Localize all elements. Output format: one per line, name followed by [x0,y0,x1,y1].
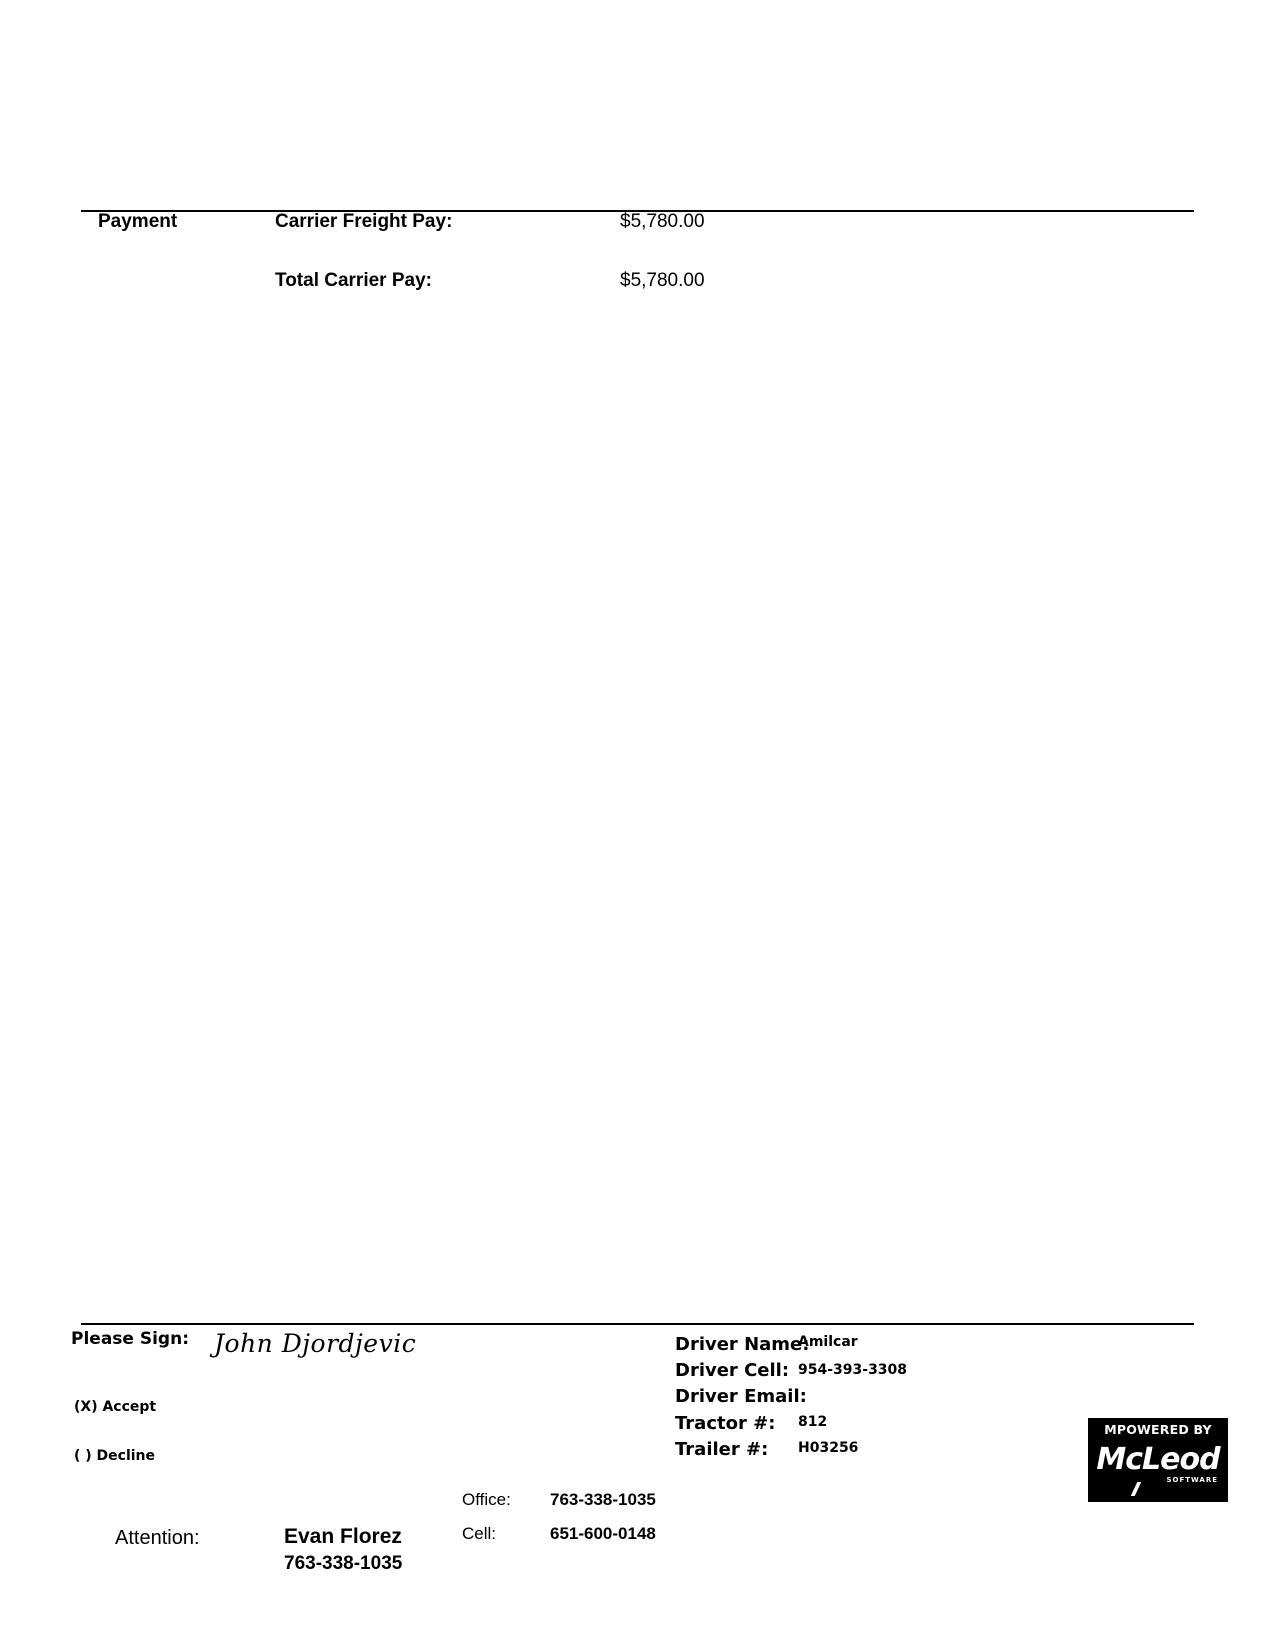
decline-option[interactable]: ( ) Decline [74,1448,156,1464]
cell-phone: 651-600-0148 [550,1524,656,1543]
attention-label: Attention: [115,1527,200,1549]
tractor-value: 812 [798,1414,828,1430]
driver-email-label: Driver Email: [675,1386,807,1407]
attention-name: Evan Florez [284,1525,402,1548]
payment-section-label: Payment [98,211,178,232]
logo-tagline: MPOWERED BY [1104,1422,1212,1437]
carrier-freight-pay-label: Carrier Freight Pay: [275,211,453,232]
total-carrier-pay-value: $5,780.00 [620,270,705,291]
handwritten-signature: John Djordjevic [214,1329,417,1358]
carrier-freight-pay-value: $5,780.00 [620,211,705,232]
driver-cell-label: Driver Cell: [675,1360,790,1381]
logo-slash-mark [1131,1482,1142,1496]
driver-name-value: Amilcar [798,1334,858,1350]
driver-name-label: Driver Name: [675,1334,810,1355]
cell-label: Cell: [462,1524,497,1543]
mcleod-logo [1088,1418,1228,1502]
office-phone: 763-338-1035 [550,1490,656,1509]
accept-option[interactable]: (X) Accept [74,1399,157,1415]
attention-phone: 763-338-1035 [284,1553,403,1574]
bottom-divider [81,1323,1194,1325]
office-label: Office: [462,1490,511,1509]
logo-brand: McLeod [1096,1442,1220,1477]
tractor-label: Tractor #: [675,1413,776,1434]
trailer-label: Trailer #: [675,1439,769,1460]
please-sign-label: Please Sign: [71,1329,189,1349]
trailer-value: H03256 [798,1440,859,1456]
total-carrier-pay-label: Total Carrier Pay: [275,270,432,291]
logo-sub: SOFTWARE [1166,1476,1218,1484]
driver-cell-value: 954-393-3308 [798,1362,908,1378]
